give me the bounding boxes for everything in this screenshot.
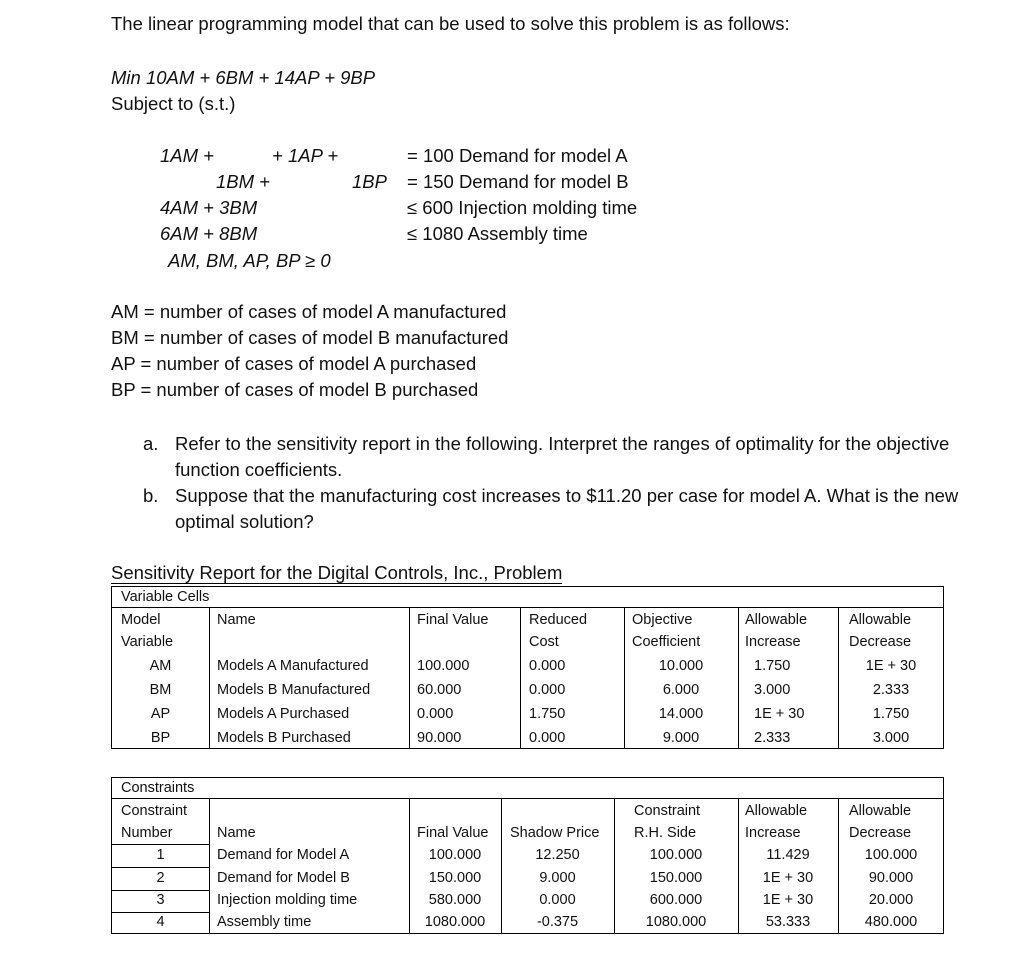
header-constraint: Constraint <box>121 803 188 819</box>
header-rhs: R.H. Side <box>634 825 697 841</box>
cell-decrease: 480.000 <box>864 914 918 930</box>
nonnegativity: AM, BM, AP, BP ≥ 0 <box>168 250 331 271</box>
cell-name: Models B Manufactured <box>217 682 371 698</box>
cell-reduced-cost: 0.000 <box>529 682 566 698</box>
cell-increase: 2.333 <box>754 730 791 746</box>
header-shadow-price: Shadow Price <box>510 825 600 841</box>
cell-final-value: 150.000 <box>428 870 482 886</box>
header-increase: Increase <box>745 634 801 650</box>
cell-reduced-cost: 0.000 <box>529 730 566 746</box>
header-cost: Cost <box>529 634 559 650</box>
cell-final-value: 0.000 <box>417 706 454 722</box>
cell-rhs: 100.000 <box>649 847 703 863</box>
question-label: a. <box>143 433 159 454</box>
cell-increase: 11.429 <box>766 847 810 863</box>
report-title: Sensitivity Report for the Digital Controls, Inc., Problem <box>111 562 563 583</box>
cell-final-value: 90.000 <box>417 730 462 746</box>
cell-variable: BP <box>150 730 171 746</box>
constraint-3-lhs: 4AM + 3BM <box>160 197 258 218</box>
cell-decrease: 100.000 <box>864 847 918 863</box>
cell-name: Assembly time <box>217 914 312 930</box>
header-allowable-decrease: Allowable <box>849 803 912 819</box>
cell-decrease: 1E + 30 <box>865 658 917 674</box>
cell-number: 3 <box>156 892 165 908</box>
section-title: Variable Cells <box>121 589 210 605</box>
header-increase: Increase <box>745 825 801 841</box>
header-number: Number <box>121 825 173 841</box>
cell-shadow-price: 9.000 <box>539 870 576 886</box>
header-decrease: Decrease <box>849 825 912 841</box>
cell-rhs: 1080.000 <box>645 914 707 930</box>
cell-number: 1 <box>156 847 165 863</box>
constraint-2-bp: 1BP <box>352 171 387 192</box>
cell-reduced-cost: 0.000 <box>529 658 566 674</box>
header-name: Name <box>217 825 256 841</box>
cell-number: 2 <box>156 870 165 886</box>
cell-shadow-price: -0.375 <box>536 914 579 930</box>
header-objective: Objective <box>632 612 693 628</box>
cell-variable: BM <box>149 682 172 698</box>
header-variable: Variable <box>121 634 174 650</box>
cell-decrease: 1.750 <box>872 706 910 722</box>
cell-rhs: 600.000 <box>649 892 703 908</box>
cell-decrease: 90.000 <box>868 870 914 886</box>
cell-final-value: 100.000 <box>428 847 482 863</box>
constraint-1-rhs: = 100 Demand for model A <box>407 145 628 166</box>
cell-name: Models A Purchased <box>217 706 350 722</box>
header-coefficient: Coefficient <box>632 634 701 650</box>
header-final-value: Final Value <box>417 612 489 628</box>
cell-increase: 3.000 <box>754 682 791 698</box>
cell-increase: 1E + 30 <box>762 870 814 886</box>
constraint-2-bm: 1BM + <box>216 171 270 192</box>
question-text: Suppose that the manufacturing cost increases to $11.20 per case for model A. What is the new optimal solution? <box>175 485 959 532</box>
constraint-3-rhs: ≤ 600 Injection molding time <box>407 197 638 218</box>
question-text: Refer to the sensitivity report in the following. Interpret the ranges of optimality for the objective function coefficients. <box>175 433 950 480</box>
constraint-4-lhs: 6AM + 8BM <box>160 223 258 244</box>
cell-increase: 1E + 30 <box>754 706 805 722</box>
cell-variable: AM <box>149 658 172 674</box>
cell-name: Demand for Model A <box>217 847 350 863</box>
cell-shadow-price: 0.000 <box>539 892 576 908</box>
definition: BP = number of cases of model B purchased <box>111 379 479 400</box>
cell-decrease: 3.000 <box>872 730 910 746</box>
header-allowable-increase: Allowable <box>745 803 808 819</box>
cell-variable: AP <box>150 706 171 722</box>
variable-cells-table <box>111 586 944 749</box>
constraint-4-rhs: ≤ 1080 Assembly time <box>407 223 588 244</box>
cell-final-value: 580.000 <box>428 892 482 908</box>
intro-text: The linear programming model that can be used to solve this problem is as follows: <box>111 13 790 34</box>
objective-function: Min 10AM + 6BM + 14AP + 9BP <box>111 67 376 88</box>
cell-name: Models B Purchased <box>217 730 351 746</box>
cell-number: 4 <box>156 914 165 930</box>
cell-rhs: 150.000 <box>649 870 703 886</box>
header-model: Model <box>121 612 161 628</box>
cell-coefficient: 9.000 <box>662 730 700 746</box>
cell-decrease: 2.333 <box>872 682 910 698</box>
cell-name: Injection molding time <box>217 892 358 908</box>
cell-coefficient: 6.000 <box>662 682 700 698</box>
constraints-table <box>111 777 944 934</box>
subject-to-label: Subject to (s.t.) <box>111 93 236 114</box>
cell-increase: 53.333 <box>765 914 811 930</box>
constraint-2-rhs: = 150 Demand for model B <box>407 171 629 192</box>
definition: AM = number of cases of model A manufactured <box>111 301 507 322</box>
header-allowable-decrease: Allowable <box>849 612 912 628</box>
cell-coefficient: 10.000 <box>658 658 704 674</box>
cell-shadow-price: 12.250 <box>535 847 580 863</box>
cell-decrease: 20.000 <box>868 892 914 908</box>
question-label: b. <box>143 485 159 506</box>
constraint-1-ap: + 1AP + <box>272 145 339 166</box>
cell-final-value: 100.000 <box>417 658 470 674</box>
cell-final-value: 1080.000 <box>424 914 486 930</box>
header-reduced: Reduced <box>529 612 588 628</box>
header-decrease: Decrease <box>849 634 912 650</box>
cell-name: Demand for Model B <box>217 870 350 886</box>
header-name: Name <box>217 612 256 628</box>
header-allowable-increase: Allowable <box>745 612 808 628</box>
cell-reduced-cost: 1.750 <box>529 706 566 722</box>
definition: BM = number of cases of model B manufactured <box>111 327 509 348</box>
cell-name: Models A Manufactured <box>217 658 369 674</box>
cell-increase: 1E + 30 <box>762 892 814 908</box>
definition: AP = number of cases of model A purchased <box>111 353 477 374</box>
cell-increase: 1.750 <box>754 658 791 674</box>
header-constraint-rhs: Constraint <box>634 803 701 819</box>
header-final-value: Final Value <box>417 825 489 841</box>
cell-coefficient: 14.000 <box>658 706 704 722</box>
cell-final-value: 60.000 <box>417 682 462 698</box>
section-title: Constraints <box>121 780 195 796</box>
constraint-1-am: 1AM + <box>160 145 214 166</box>
